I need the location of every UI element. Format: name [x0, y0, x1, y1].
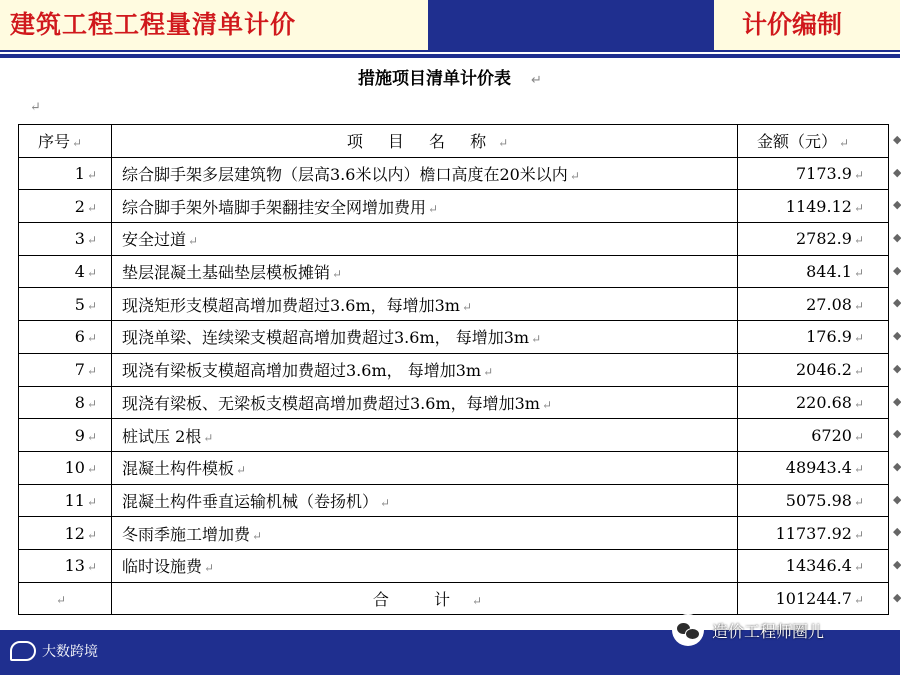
- wechat-account-name: 造价工程师圈儿: [712, 621, 825, 641]
- row-name: 综合脚手架多层建筑物（层高3.6米以内）檐口高度在20米以内 ↵: [112, 157, 738, 190]
- row-name: 现浇有梁板支模超高增加费超过3.6m， 每增加3m ↵: [112, 353, 738, 386]
- row-amount: 2782.9 ↵: [738, 223, 889, 256]
- table-row: [19, 386, 889, 419]
- row-amount: 5075.98 ↵: [738, 484, 889, 517]
- table-row: [19, 419, 889, 452]
- total-row: [19, 582, 889, 615]
- total-no: ↵: [19, 582, 112, 615]
- brand-name: 大数跨境: [42, 644, 98, 660]
- row-no: 11 ↵: [19, 484, 112, 517]
- row-name: 混凝土构件模板 ↵: [112, 451, 738, 484]
- row-end-marks: [893, 124, 901, 614]
- brand-logo-icon: [10, 641, 36, 661]
- row-amount: 220.68 ↵: [738, 386, 889, 419]
- pricing-table: [18, 124, 889, 615]
- table-row: [19, 451, 889, 484]
- row-amount: 1149.12 ↵: [738, 190, 889, 223]
- row-end-mark: ◆: [893, 198, 901, 212]
- row-end-mark: ◆: [893, 231, 901, 245]
- row-end-mark: ◆: [893, 361, 901, 375]
- table-row: [19, 484, 889, 517]
- row-end-mark: ◆: [893, 492, 901, 506]
- para-mark-icon: ↵: [531, 73, 542, 88]
- row-name: 混凝土构件垂直运输机械（卷扬机） ↵: [112, 484, 738, 517]
- row-end-mark: ◆: [893, 165, 901, 179]
- row-amount: 6720 ↵: [738, 419, 889, 452]
- table-row: [19, 255, 889, 288]
- row-amount: 2046.2 ↵: [738, 353, 889, 386]
- wechat-icon: [672, 614, 704, 646]
- deck-title: 建筑工程工程量清单计价: [0, 0, 428, 50]
- para-mark-icon: ↵: [30, 100, 41, 115]
- row-name: 垫层混凝土基础垫层模板摊销 ↵: [112, 255, 738, 288]
- row-no: 8 ↵: [19, 386, 112, 419]
- wechat-account: [672, 614, 824, 646]
- header-amount: 金额（元） ↵: [738, 125, 889, 158]
- row-no: 3 ↵: [19, 223, 112, 256]
- table-title: [0, 64, 900, 89]
- row-end-mark: ◆: [893, 525, 901, 539]
- row-end-mark: ◆: [893, 133, 901, 146]
- table-row: [19, 157, 889, 190]
- row-name: 现浇矩形支模超高增加费超过3.6m，每增加3m ↵: [112, 288, 738, 321]
- row-amount: 48943.4 ↵: [738, 451, 889, 484]
- row-no: 1 ↵: [19, 157, 112, 190]
- total-amount: 101244.7 ↵: [738, 582, 889, 615]
- row-no: 6 ↵: [19, 321, 112, 354]
- row-end-mark: ◆: [893, 459, 901, 473]
- brand: [10, 641, 98, 661]
- row-end-mark: ◆: [893, 329, 901, 343]
- row-no: 4 ↵: [19, 255, 112, 288]
- table-header-row: [19, 125, 889, 158]
- table-row: [19, 353, 889, 386]
- row-amount: 27.08 ↵: [738, 288, 889, 321]
- row-name: 安全过道 ↵: [112, 223, 738, 256]
- row-end-mark: ◆: [893, 394, 901, 408]
- section-title: 计价编制: [714, 0, 900, 50]
- row-end-mark: ◆: [893, 263, 901, 277]
- row-end-mark: ◆: [893, 427, 901, 441]
- row-amount: 844.1 ↵: [738, 255, 889, 288]
- total-label: 合 计 ↵: [112, 582, 738, 615]
- table-title-text: 措施项目清单计价表: [358, 69, 512, 89]
- row-name: 现浇有梁板、无梁板支模超高增加费超过3.6m，每增加3m ↵: [112, 386, 738, 419]
- table-row: [19, 549, 889, 582]
- row-no: 12 ↵: [19, 517, 112, 550]
- header-rule: [0, 54, 900, 58]
- header-name: 项 目 名 称 ↵: [112, 125, 738, 158]
- row-no: 2 ↵: [19, 190, 112, 223]
- table-row: [19, 321, 889, 354]
- row-name: 冬雨季施工增加费 ↵: [112, 517, 738, 550]
- row-no: 10 ↵: [19, 451, 112, 484]
- row-name: 临时设施费 ↵: [112, 549, 738, 582]
- row-amount: 11737.92 ↵: [738, 517, 889, 550]
- row-amount: 7173.9 ↵: [738, 157, 889, 190]
- header-no: 序号 ↵: [19, 125, 112, 158]
- table-row: [19, 190, 889, 223]
- row-amount: 14346.4 ↵: [738, 549, 889, 582]
- row-name: 现浇单梁、连续梁支模超高增加费超过3.6m， 每增加3m ↵: [112, 321, 738, 354]
- row-no: 13 ↵: [19, 549, 112, 582]
- row-amount: 176.9 ↵: [738, 321, 889, 354]
- table-row: [19, 517, 889, 550]
- row-no: 5 ↵: [19, 288, 112, 321]
- table-row: [19, 288, 889, 321]
- row-no: 7 ↵: [19, 353, 112, 386]
- row-end-mark: ◆: [893, 590, 901, 604]
- row-name: 桩试压 2根 ↵: [112, 419, 738, 452]
- row-end-mark: ◆: [893, 557, 901, 571]
- row-no: 9 ↵: [19, 419, 112, 452]
- table-row: [19, 223, 889, 256]
- row-end-mark: ◆: [893, 296, 901, 310]
- row-name: 综合脚手架外墙脚手架翻挂安全网增加费用 ↵: [112, 190, 738, 223]
